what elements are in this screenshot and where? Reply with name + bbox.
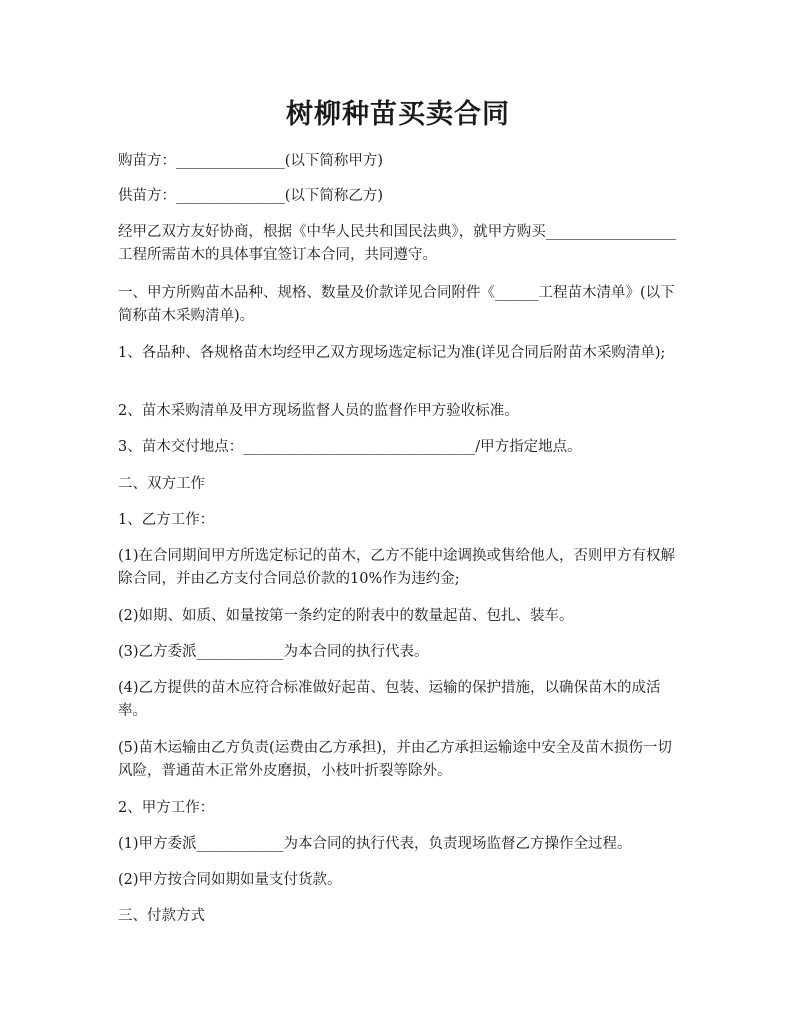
clause-1-item-2: 2、苗木采购清单及甲方现场监督人员的监督作甲方验收标准。 [118, 403, 519, 419]
party-b-duty-4: (4)乙方提供的苗木应符合标准做好起苗、包装、运输的保护措施，以确保苗木的成活率。 [118, 680, 661, 719]
preamble-paragraph: 经甲乙双方友好协商，根据《中华人民共和国民法典》，就甲方购买__________________工程所需苗木的具体事宜签订本合同，共同遵守。 [118, 224, 677, 263]
document-title: 树柳种苗买卖合同 [286, 99, 510, 130]
buyer-line: 购苗方：_______________(以下简称甲方) [118, 153, 384, 169]
clause-1-item-3: 3、苗木交付地点：________________________________/甲方指定地点。 [118, 439, 582, 455]
party-a-duty-2: (2)甲方按合同如期如量支付货款。 [118, 872, 342, 888]
clause-1-item-1: 1、各品种、各规格苗木均经甲乙双方现场选定标记为准(详见合同后附苗木采购清单); [118, 345, 666, 361]
party-a-duty-1: (1)甲方委派____________为本合同的执行代表，负责现场监督乙方操作全过程。 [118, 836, 632, 852]
clause-1-heading: 一、甲方所购苗木品种、规格、数量及价款详见合同附件《______工程苗木清单》(以下简称苗木采购清单)。 [118, 285, 675, 324]
seller-line: 供苗方：_______________(以下简称乙方) [118, 188, 384, 204]
party-b-duties-heading: 1、乙方工作： [118, 512, 215, 528]
clause-2-heading: 二、双方工作 [118, 476, 205, 492]
party-b-duty-2: (2)如期、如质、如量按第一条约定的附表中的数量起苗、包扎、装车。 [118, 608, 574, 624]
party-b-duty-3: (3)乙方委派____________为本合同的执行代表。 [118, 644, 429, 660]
clause-3-heading: 三、付款方式 [118, 908, 205, 924]
party-a-duties-heading: 2、甲方工作： [118, 800, 215, 816]
party-b-duty-5: (5)苗木运输由乙方负责(运费由乙方承担)，并由乙方承担运输途中安全及苗木损伤一切风险，普通苗木正常外皮磨损，小枝叶折裂等除外。 [118, 740, 672, 779]
party-b-duty-1: (1)在合同期间甲方所选定标记的苗木，乙方不能中途调换或售给他人，否则甲方有权解除合同，并由乙方支付合同总价款的10%作为违约金; [118, 548, 676, 587]
